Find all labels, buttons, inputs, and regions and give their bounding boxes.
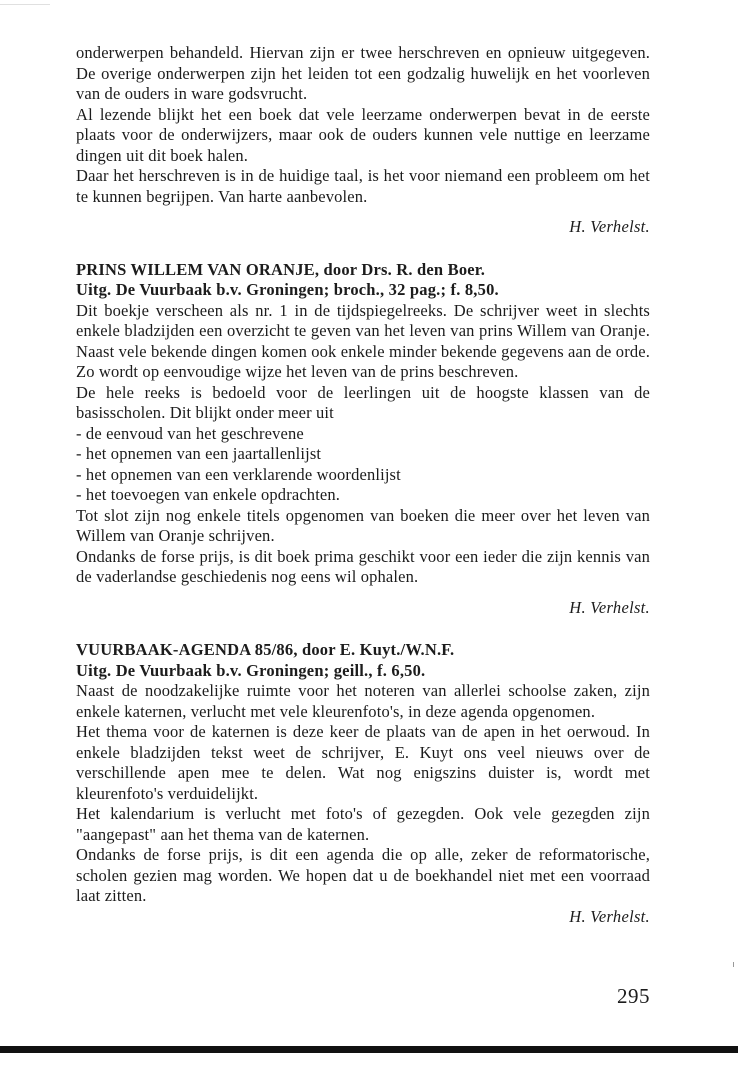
review2-paragraph: Dit boekje verscheen als nr. 1 in de tijdspiegelreeks. De schrijver weet in slechts enkele bladzijden een overzicht te geven van het leven van prins Willem van Oranje. Naast vele bekende dingen komen ook enkele minder bekende gegevens aan de orde. Zo wordt op eenvoudige wijze het leven van de prins beschreven. xyxy=(76,300,651,381)
review2-signature: H. Verhelst. xyxy=(569,597,650,617)
review2-title: PRINS WILLEM VAN ORANJE, door Drs. R. den Boer. xyxy=(76,259,486,279)
review1-paragraph: Daar het herschreven is in de huidige taal, is het voor niemand een probleem om het te kunnen begrijpen. Van harte aanbevolen. xyxy=(76,166,650,206)
review3-paragraph: Ondanks de forse prijs, is dit een agenda die op alle, zeker de reformatorische, scholen gezien mag worden. We hopen dat u de boekhandel niet met een voorraad laat zitten. xyxy=(76,845,650,905)
bottom-rule xyxy=(0,1046,738,1053)
review-prins-willem xyxy=(76,260,650,619)
review3-paragraph: Naast de noodzakelijke ruimte voor het noteren van allerlei schoolse zaken, zijn enkele katernen, verlucht met vele kleurenfoto's, in deze agenda opgenomen. xyxy=(76,681,650,721)
review2-paragraph: Tot slot zijn nog enkele titels opgenomen van boeken die meer over het leven van Willem van Oranje schrijven. xyxy=(76,505,650,545)
review2-list-item: - het toevoegen van enkele opdrachten. xyxy=(76,485,341,504)
review3-title: VUURBAAK-AGENDA 85/86, door E. Kuyt./W.N.F. xyxy=(76,640,455,659)
review1-paragraph: Al lezende blijkt het een boek dat vele leerzame onderwerpen bevat in de eerste plaats voor de onderwijzers, maar ook de ouders kunnen vele nuttige en leerzame dingen uit dit boek halen. xyxy=(76,104,650,165)
scan-margin-mark xyxy=(733,962,734,967)
page-number: 295 xyxy=(617,984,650,1008)
review2-list-item: - de eenvoud van het geschrevene xyxy=(76,423,304,443)
review1-paragraph: onderwerpen behandeld. Hiervan zijn er twee herschreven en opnieuw uitgegeven. De overige onderwerpen zijn het leiden tot een godzalig huwelijk en het voorleven van de ouders in ware godsvrucht. xyxy=(76,43,650,103)
review-continued xyxy=(76,43,650,238)
scan-edge-mark xyxy=(0,4,50,5)
page-body xyxy=(76,43,650,927)
review3-signature: H. Verhelst. xyxy=(569,906,650,926)
review3-publisher: Uitg. De Vuurbaak b.v. Groningen; geill., f. 6,50. xyxy=(76,660,426,680)
review2-publisher: Uitg. De Vuurbaak b.v. Groningen; broch., 32 pag.; f. 8,50. xyxy=(76,280,499,299)
review3-paragraph: Het thema voor de katernen is deze keer de plaats van de apen in het oerwoud. In enkele bladzijden tekst weet de schrijver, E. Kuyt ons veel nieuws over de verschillende apen mee te delen. Wat nog enigszins duister is, wordt met kleurenfoto's verduidelijkt. xyxy=(76,722,650,803)
review-vuurbaak-agenda xyxy=(76,640,650,927)
review1-signature: H. Verhelst. xyxy=(569,217,650,236)
review2-list-item: - het opnemen van een jaartallenlijst xyxy=(76,444,322,463)
review3-paragraph: Het kalendarium is verlucht met foto's of gezegden. Ook vele gezegden zijn "aangepast" aan het thema van de katernen. xyxy=(76,804,650,844)
review2-list-item: - het opnemen van een verklarende woordenlijst xyxy=(76,464,401,484)
review2-paragraph: De hele reeks is bedoeld voor de leerlingen uit de hoogste klassen van de basisscholen. Dit blijkt onder meer uit xyxy=(76,382,650,422)
review2-paragraph: Ondanks de forse prijs, is dit boek prima geschikt voor een ieder die zijn kennis van de vaderlandse geschiedenis nog eens wil ophalen. xyxy=(76,546,650,586)
